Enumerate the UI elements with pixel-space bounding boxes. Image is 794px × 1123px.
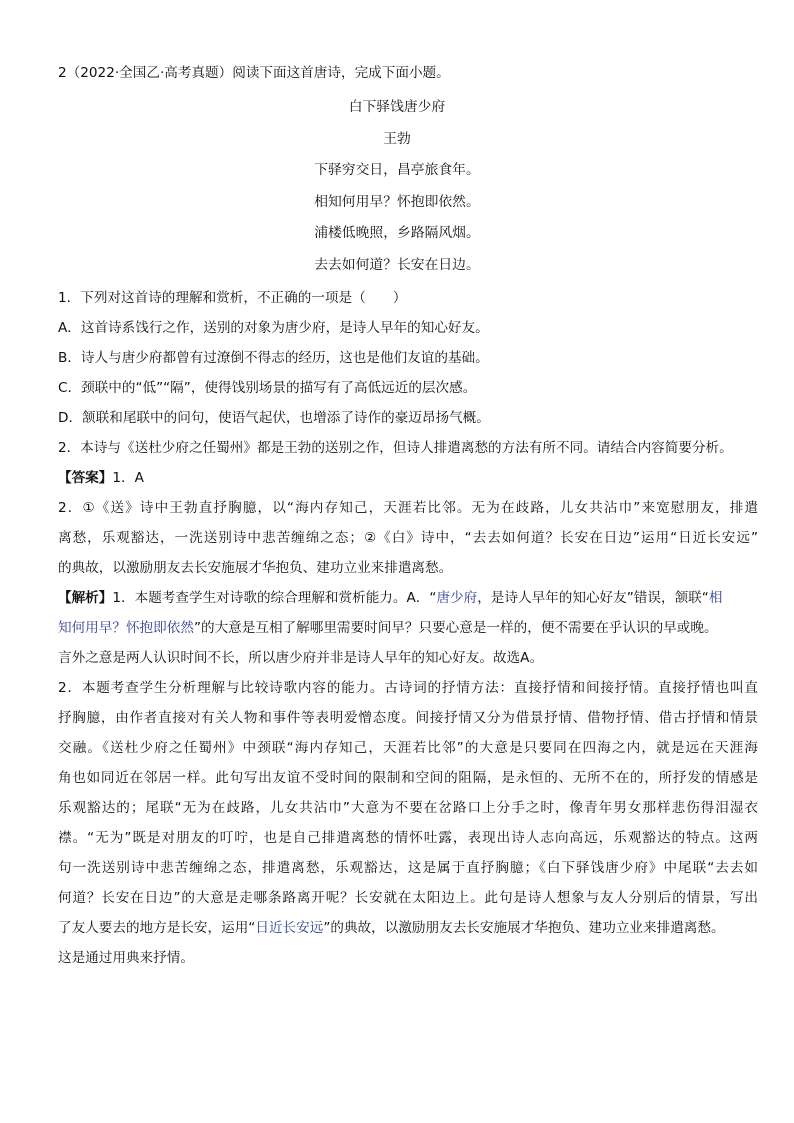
answer-2-line: 的典故，以激励朋友去长安施展才华抱负、建功立业来排遣离愁。: [58, 560, 453, 576]
analysis-2-line: 襟。“无为”既是对朋友的叮咛，也是自己排遣离愁的情怀吐露，表现出诗人志向高远，乐观豁达的特点。这两: [58, 830, 758, 846]
answer-label: 【答案】: [58, 470, 113, 486]
analysis-2-line: 角也如同近在邻居一样。此句写出友谊不受时间的限制和空间的阻隔，是永恒的、无所不在的，所抒发的情感是: [58, 770, 758, 786]
analysis-2-line: 这是通过用典来抒情。: [58, 950, 194, 966]
analysis-2-line: 交融。《送杜少府之任蜀州》中颈联“海内存知己，天涯若比邻”的大意是只要同在四海之内，就是远在天涯海: [58, 740, 758, 756]
option-d: D．颔联和尾联中的问句，使语气起伏，也增添了诗作的豪迈昂扬气概。: [58, 410, 490, 426]
analysis-2-line: 抒胸臆，由作者直接对有关人物和事件等表明爱憎态度。间接抒情又分为借景抒情、借物抒情、借古抒情和情景: [58, 710, 758, 726]
analysis-2-line: 乐观豁达的；尾联“无为在歧路，儿女共沾巾”大意为不要在岔路口上分手之时，像青年男女那样悲伤得泪湿衣: [58, 800, 758, 816]
analysis-line-1: 【解析】1．本题考查学生对诗歌的综合理解和赏析能力。A．“唐少府，是诗人早年的知心好友”错误，颔联“相: [58, 590, 723, 606]
question-header: 2（2022·全国乙·高考真题）阅读下面这首唐诗，完成下面小题。: [58, 65, 450, 81]
poem-line: 浦楼低晚照，乡路隔风烟。: [314, 225, 480, 241]
question-1-stem: 1．下列对这首诗的理解和赏析，不正确的一项是（ ）: [58, 290, 407, 306]
analysis-2-line: 句一洗送别诗中悲苦缠绵之态，排遣离愁，乐观豁达，这是属于直抒胸臆；《白下驿饯唐少府》中尾联“去去如: [58, 860, 758, 876]
poem-line: 去去如何道？长安在日边。: [314, 256, 480, 273]
quote-highlight: 日近长安远: [255, 920, 324, 936]
answer-line-1: [58, 463, 758, 493]
answer-2-line: 2．①《送》诗中王勃直抒胸臆，以“海内存知己，天涯若比邻。无为在歧路，儿女共沾巾”来宽慰朋友，排遣: [58, 500, 758, 516]
analysis-2-line: 2．本题考查学生分析理解与比较诗歌内容的能力。古诗词的抒情方法：直接抒情和间接抒情。直接抒情也叫直: [58, 680, 758, 696]
option-a: A．这首诗系饯行之作，送别的对象为唐少府，是诗人早年的知心好友。: [58, 320, 489, 336]
poem-title: 白下驿饯唐少府: [348, 99, 446, 115]
analysis-line-2: 知何用早？怀抱即依然”的大意是互相了解哪里需要时间早？只要心意是一样的，便不需要在乎认识的早或晚。: [58, 620, 718, 636]
poem-line: 相知何用早？怀抱即依然。: [314, 193, 480, 210]
answer-1: 1．A: [112, 470, 144, 486]
analysis-label: 【解析】: [58, 590, 113, 606]
poem-author: 王勃: [383, 130, 411, 147]
quote-highlight: 相: [708, 590, 723, 606]
poem-line: 下驿穷交日，昌亭旅食年。: [314, 162, 480, 178]
analysis-2-line: 了友人要去的地方是长安，运用“日近长安远”的典故，以激励朋友去长安施展才华抱负、建功立业来排遣离愁。: [58, 920, 725, 936]
analysis-line-3: 言外之意是两人认识时间不长，所以唐少府并非是诗人早年的知心好友。故选A。: [58, 650, 544, 666]
quote-highlight: 唐少府: [436, 590, 478, 606]
answer-2-line: 离愁，乐观豁达，一洗送别诗中悲苦缠绵之态；②《白》诗中，“去去如何道？长安在日边”运用“日近长安远”: [58, 530, 758, 546]
option-c: C．颈联中的“低”“隔”，使得饯别场景的描写有了高低远近的层次感。: [58, 380, 477, 396]
question-2-stem: 2．本诗与《送杜少府之任蜀州》都是王勃的送别之作，但诗人排遣离愁的方法有所不同。请结合内容简要分析。: [58, 440, 733, 456]
option-b: B．诗人与唐少府都曾有过潦倒不得志的经历，这也是他们友谊的基础。: [58, 350, 489, 366]
quote-highlight: 知何用早？怀抱即依然: [58, 620, 194, 636]
analysis-2-line: 何道？长安在日边”的大意是走哪条路离开呢？长安就在太阳边上。此句是诗人想象与友人分别后的情景，写出: [58, 890, 758, 906]
